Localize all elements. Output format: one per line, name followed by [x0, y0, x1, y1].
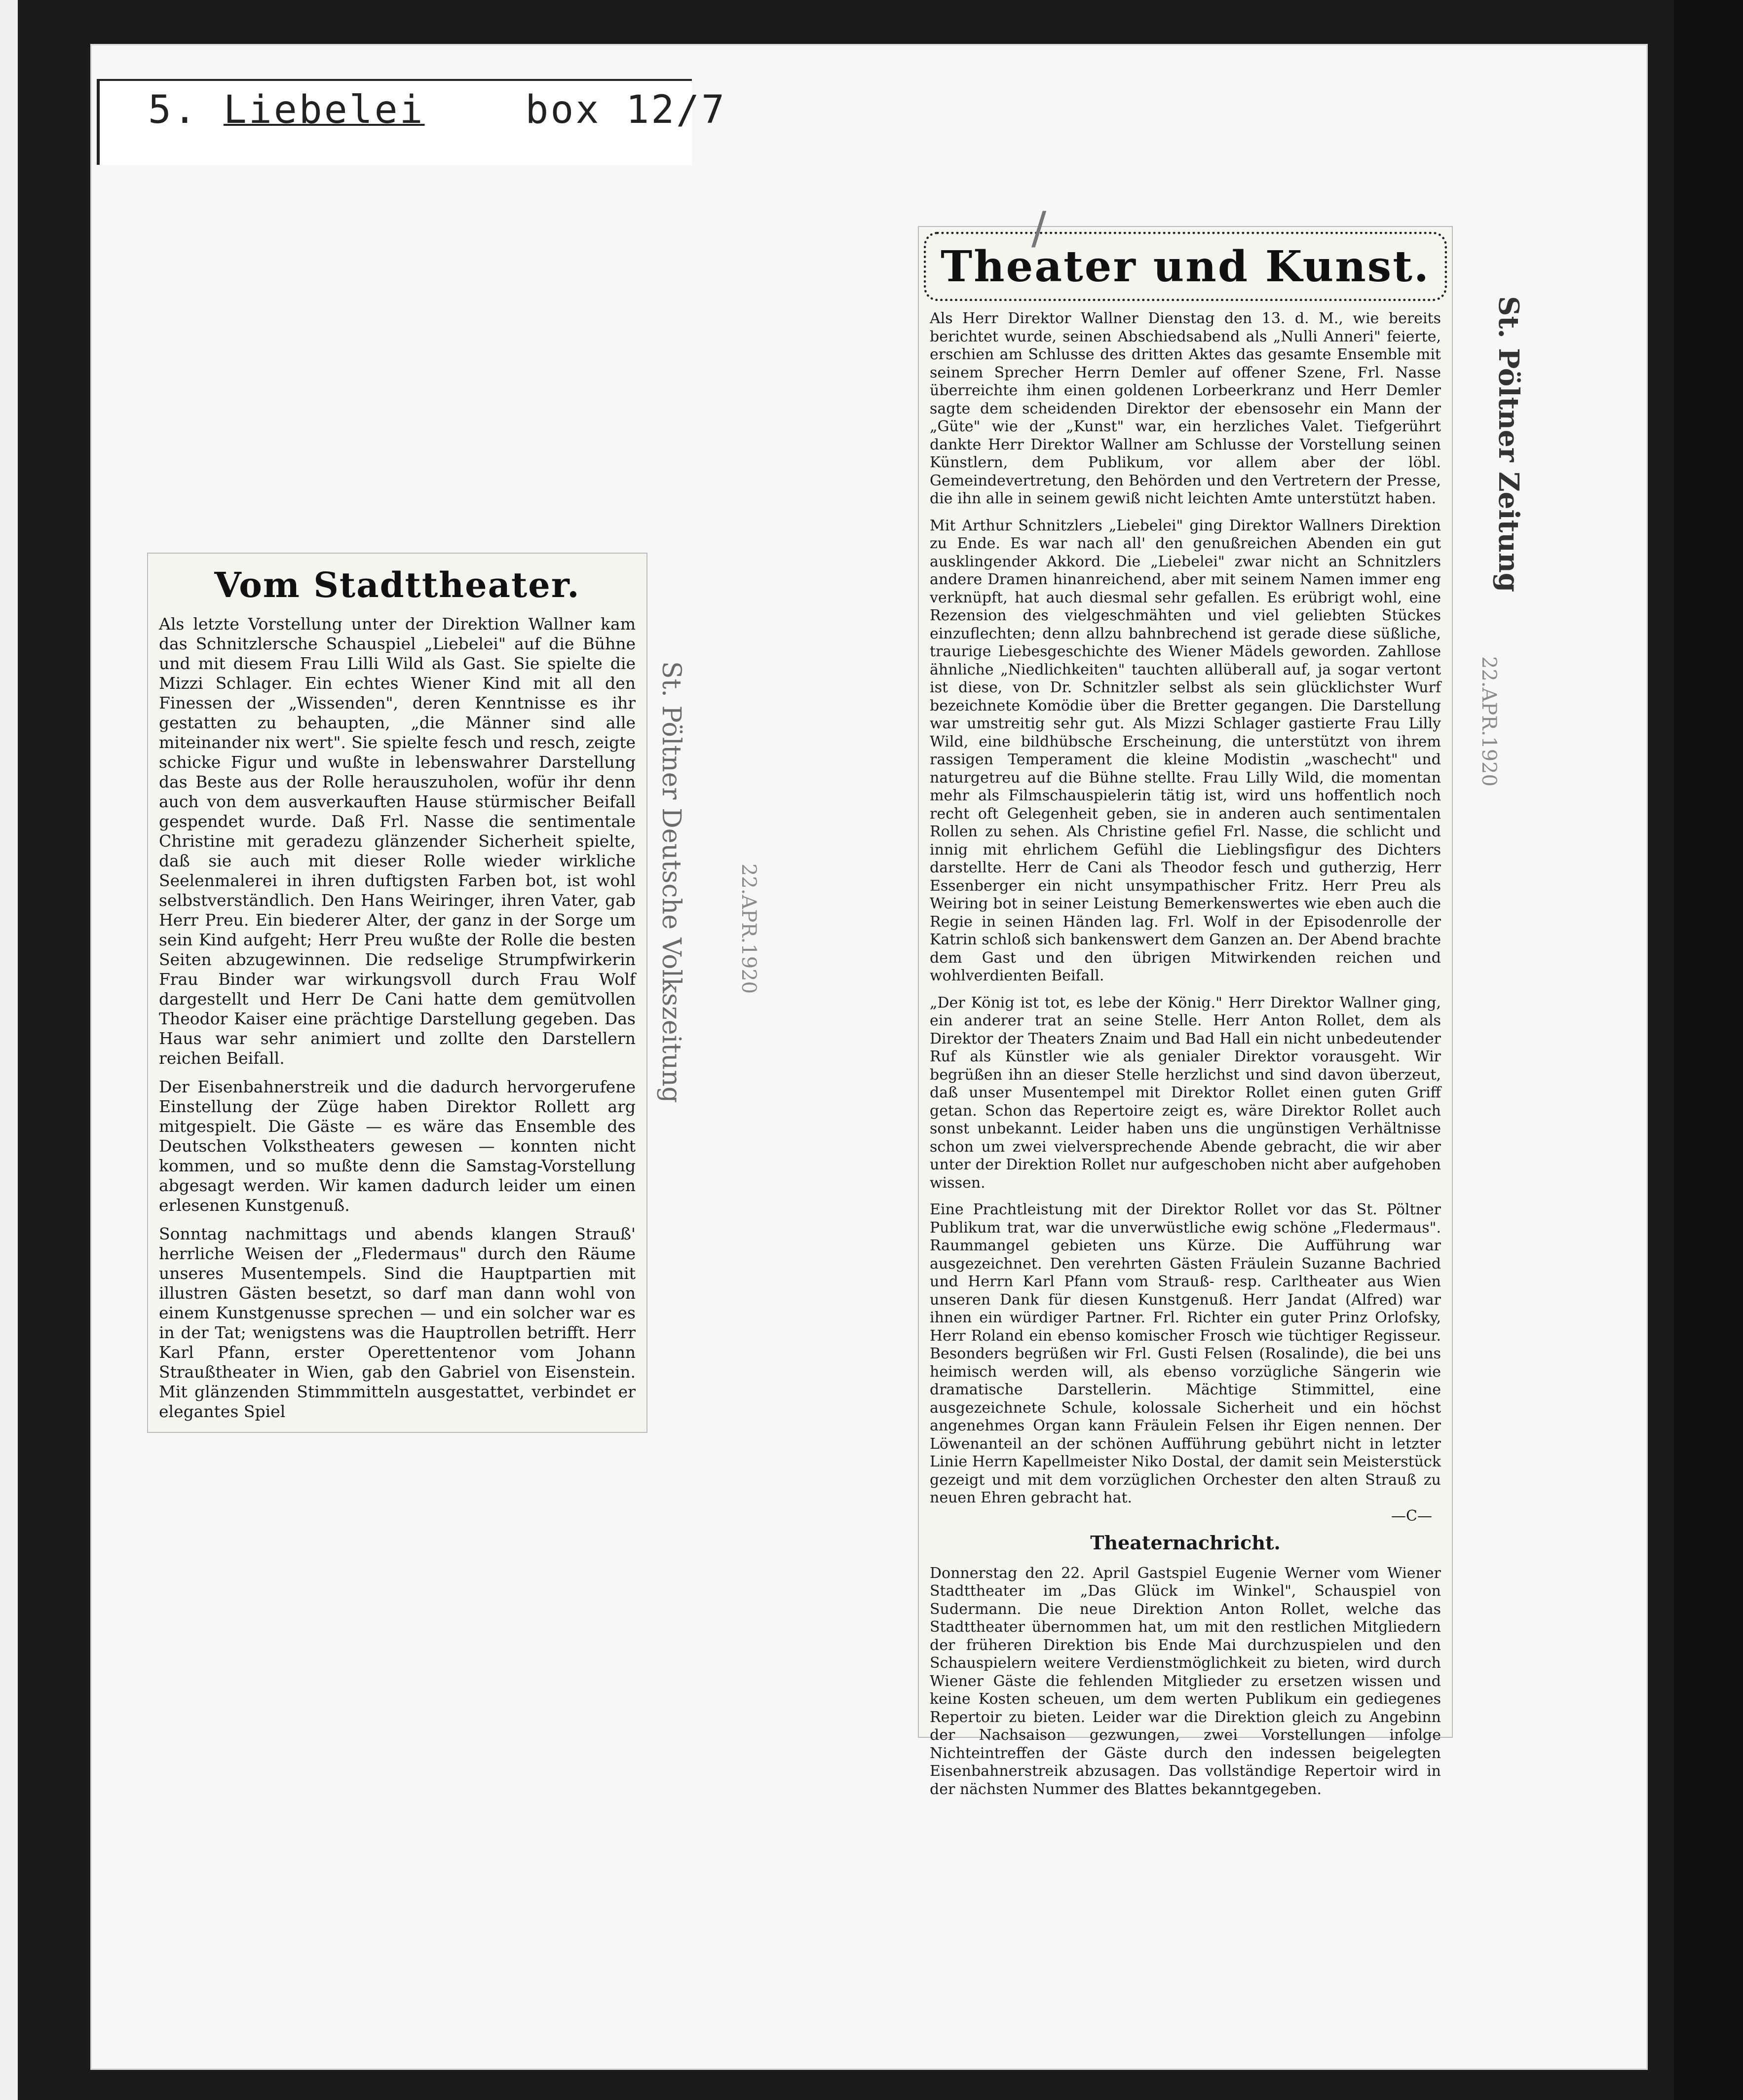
right-source-stamp: St. Pöltner Zeitung: [1492, 296, 1525, 592]
right-date-stamp: 22.APR.1920: [1478, 656, 1500, 787]
left-clipping-headline: Vom Stadttheater.: [214, 564, 580, 605]
box-label: [148, 88, 726, 132]
label-box-number: box 12/7: [525, 88, 727, 132]
film-edge-left: [0, 0, 18, 2100]
left-date-stamp: 22.APR.1920: [737, 863, 760, 994]
label-work-title: Liebelei: [223, 88, 425, 132]
right-clipping-paragraph-1: Als Herr Direktor Wallner Dienstag den 13. d. M., wie bereits berichtet wurde, seinen Abschiedsabend als „Nulli Anneri" feierte, erschien am Schlusse des dritten Aktes das gesamte Ensemble mit seinem Sprecher Herrn Demler auf offener Szene, Frl. Nasse überreichte ihm einen goldenen Lorbeerkranz und Herr Demler sagte dem scheidenden Direktor der ebensosehr ein Mann der „Güte" wie der „Kunst" war, ein herzliches Valet. Tiefgerührt dankte Herr Direktor Wallner am Schlusse der Vorstellung seinen Künstlern, dem Publikum, vor allem aber der löbl. Gemeindevertretung, den Behörden und den Vertretern der Presse, die ihn alle in seinem gewiß nicht leichten Amte unterstützt haben.: [930, 310, 1446, 507]
right-clipping-signature: —C—: [1391, 1507, 1432, 1525]
right-clipping-paragraph-4: Eine Prachtleistung mit der Direktor Rollet vor das St. Pöltner Publikum trat, war die unverwüstliche ewig schöne „Fledermaus". Raummangel gebieten uns Kürze. Die Aufführung war ausgezeichnet. Den verehrten Gästen Fräulein Suzanne Bachried und Herrn Karl Pfann vom Strauß- resp. Carltheater aus Wien unseren Dank für diesen Kunstgenuß. Herr Jandat (Alfred) war ihnen ein würdiger Partner. Frl. Richter ein guter Prinz Orlofsky, Herr Roland ein ebenso komischer Frosch wie tüchtiger Regisseur. Besonders begrüßen wir Frl. Gusti Felsen (Rosalinde), die bei uns heimisch werden will, als ebenso vorzügliche Sängerin wie dramatische Darstellerin. Mächtige Stimmittel, eine ausgezeichnete Schule, kolossale Sicherheit und ein höchst angenehmes Organ kann Fräulein Felsen ihr Eigen nennen. Der Löwenanteil an der schönen Aufführung gebührt nicht in letzter Linie Herrn Kapellmeister Niko Dostal, der damit sein Meisterstück gezeigt und mit dem vorzüglichen Orchester den alten Strauß zu neuen Ehren gebracht hat.: [930, 1201, 1446, 1506]
right-clipping-paragraph-2: Mit Arthur Schnitzlers „Liebelei" ging Direktor Wallners Direktion zu Ende. Es war nach all' den genußreichen Abenden ein gut ausklingender Akkord. Die „Liebelei" zwar nicht an Schnitzlers andere Dramen hinanreichend, aber mit seinem Namen immer eng verknüpft, hat auch diesmal sehr gefallen. Es erübrigt wohl, eine Rezension des vielgeschmähten und viel geliebten Stückes einzuflechten; denn allzu bahnbrechend ist gerade diese süßliche, traurige Liebesgeschichte des Wiener Mädels geworden. Zahllose ähnliche „Niedlichkeiten" tauchten allüberall auf, ja sogar vertont ist diese, von Dr. Schnitzler selbst als sein glücklichster Wurf bezeichnete Komödie über die Bretter gegangen. Die Darstellung war umstreitig sehr gut. Als Mizzi Schlager gastierte Frau Lilly Wild, eine bildhübsche Erscheinung, die unterstützt von ihrem rassigen Temperament die kleine Modistin „waschecht" und naturgetreu auf die Bühne stellte. Frau Lilly Wild, die momentan mehr als Filmschauspielerin tätig ist, wird uns hoffentlich noch recht oft Gelegenheit geben, sie in anderen auch sentimentalen Rollen zu sehen. Als Christine gefiel Frl. Nasse, die schlicht und innig mit ehrlichem Gefühl die Lieblingsfigur des Dichters darstellte. Herr de Cani als Theodor fesch und gutherzig, Herr Essenberger ein nicht unsympathischer Fritz. Herr Preu als Weiring bot in seiner Leistung Bemerkenswertes wie eben auch die Regie in seinen Händen lag. Frl. Wolf in der Episodenrolle der Katrin schloß sich bankenswert dem Ganzen an. Der Abend brachte dem Gast und den übrigen Mitwirkenden reichen und wohlverdienten Beifall.: [930, 517, 1446, 984]
left-clipping-paragraph-3: Sonntag nachmittags und abends klangen Strauß' herrliche Weisen der „Fledermaus" durch den Räume unseres Musentempels. Sind die Hauptpartien mit illustren Gästen besetzt, so darf man dann wohl von einem Kunstgenusse sprechen — und ein solcher war es in der Tat; wenigstens was die Hauptrollen betrifft. Herr Karl Pfann, erster Operettentenor vom Johann Straußtheater in Wien, gab den Gabriel von Eisenstein. Mit glänzenden Stimmmitteln ausgestattet, verbindet er elegantes Spiel: [159, 1224, 641, 1421]
right-clipping-notice: Donnerstag den 22. April Gastspiel Eugenie Werner vom Wiener Stadttheater im „Das Glück im Winkel", Schauspiel von Sudermann. Die neue Direktion Anton Rollet, welche das Stadttheater übernommen hat, um mit den restlichen Mitgliedern der früheren Direktion bis Ende Mai durchzuspielen und den Schauspielern weitere Verdienstmöglichkeit zu bieten, wird durch Wiener Gäste die fehlenden Mitglieder zu ersetzen wissen und keine Kosten scheuen, um dem werten Publikum ein gediegenes Repertoir zu bieten. Leider war die Direktion gleich zu Angebinn der Nachsaison gezwungen, zwei Vorstellungen infolge Nichteintreffen der Gäste durch den indessen beigelegten Eisenbahnerstreik abzusagen. Das vollständige Repertoir wird in der nächsten Nummer des Blattes bekanntgegeben.: [930, 1564, 1446, 1798]
pencil-mark-icon: ∕: [1031, 202, 1047, 254]
right-clipping-subhead: Theaternachricht.: [1090, 1531, 1281, 1554]
film-edge-right: [1674, 0, 1743, 2100]
right-newspaper-clipping: [919, 227, 1452, 1798]
right-clipping-banner: Theater und Kunst.: [924, 232, 1447, 301]
left-newspaper-clipping: [148, 554, 646, 1432]
left-clipping-paragraph-2: Der Eisenbahnerstreik und die dadurch hervorgerufene Einstellung der Züge haben Direktor Rollett arg mitgespielt. Die Gäste — es wäre das Ensemble des Deutschen Volkstheaters gewesen — konnten nicht kommen, und so mußte denn die Samstag-Vorstellung abgesagt werden. Wir kamen dadurch leider um einen erlesenen Kunstgenuß.: [159, 1077, 641, 1215]
label-prefix: 5.: [148, 88, 224, 132]
left-clipping-paragraph-1: Als letzte Vorstellung unter der Direktion Wallner kam das Schnitzlersche Schauspiel „Liebelei" auf die Bühne und mit diesem Frau Lilli Wild als Gast. Sie spielte die Mizzi Schlager. Ein echtes Wiener Kind mit all den Finessen der „Wissenden", deren Kenntnisse es ihr gestatten zu behaupten, „die Männer sind alle miteinander nix wert". Sie spielte fesch und resch, zeigte schicke Figur und wußte in lebenswahrer Darstellung das Beste aus der Rolle herauszuholen, wofür ihr denn auch von dem ausverkauften Hause stürmischer Beifall gespendet wurde. Daß Frl. Nasse die sentimentale Christine mit geradezu glänzender Sicherheit spielte, daß sie auch mit dieser Rolle wieder wirkliche Seelenmalerei in ihren duftigsten Farben bot, ist wohl selbstverständlich. Den Hans Weiringer, ihren Vater, gab Herr Preu. Ein biederer Alter, der ganz in der Sorge um sein Kind aufgeht; Herr Preu wußte der Rolle die besten Seiten abzugewinnen. Die redselige Strumpfwirkerin Frau Binder war wirkungsvoll durch Frau Wolf dargestellt und Herr De Cani hatte dem gemütvollen Theodor Kaiser eine prächtige Darstellung gegeben. Das Haus war sehr animiert und zollte den Darstellern reichen Beifall.: [159, 614, 641, 1068]
left-source-stamp: St. Pöltner Deutsche Volkszeitung: [656, 661, 686, 1103]
right-clipping-paragraph-3: „Der König ist tot, es lebe der König." Herr Direktor Wallner ging, ein anderer trat an seine Stelle. Herr Anton Rollet, dem als Direktor der Theaters Znaim und Bad Hall ein nicht unbedeutender Ruf als Künstler wie als genialer Direktor vorausgeht. Wir begrüßen ihn an dieser Stelle herzlichst und sind davon überzeut, daß unser Musentempel mit Direktor Rollet einen guten Griff getan. Schon das Repertoire zeigt es, wäre Direktor Rollet auch sonst unbekannt. Leider haben uns die ungünstigen Verhältnisse schon um zwei vielversprechende Abende gebracht, die wir aber unter der Direktion Rollet nur aufgeschoben nicht aber aufgehoben wissen.: [930, 994, 1446, 1192]
